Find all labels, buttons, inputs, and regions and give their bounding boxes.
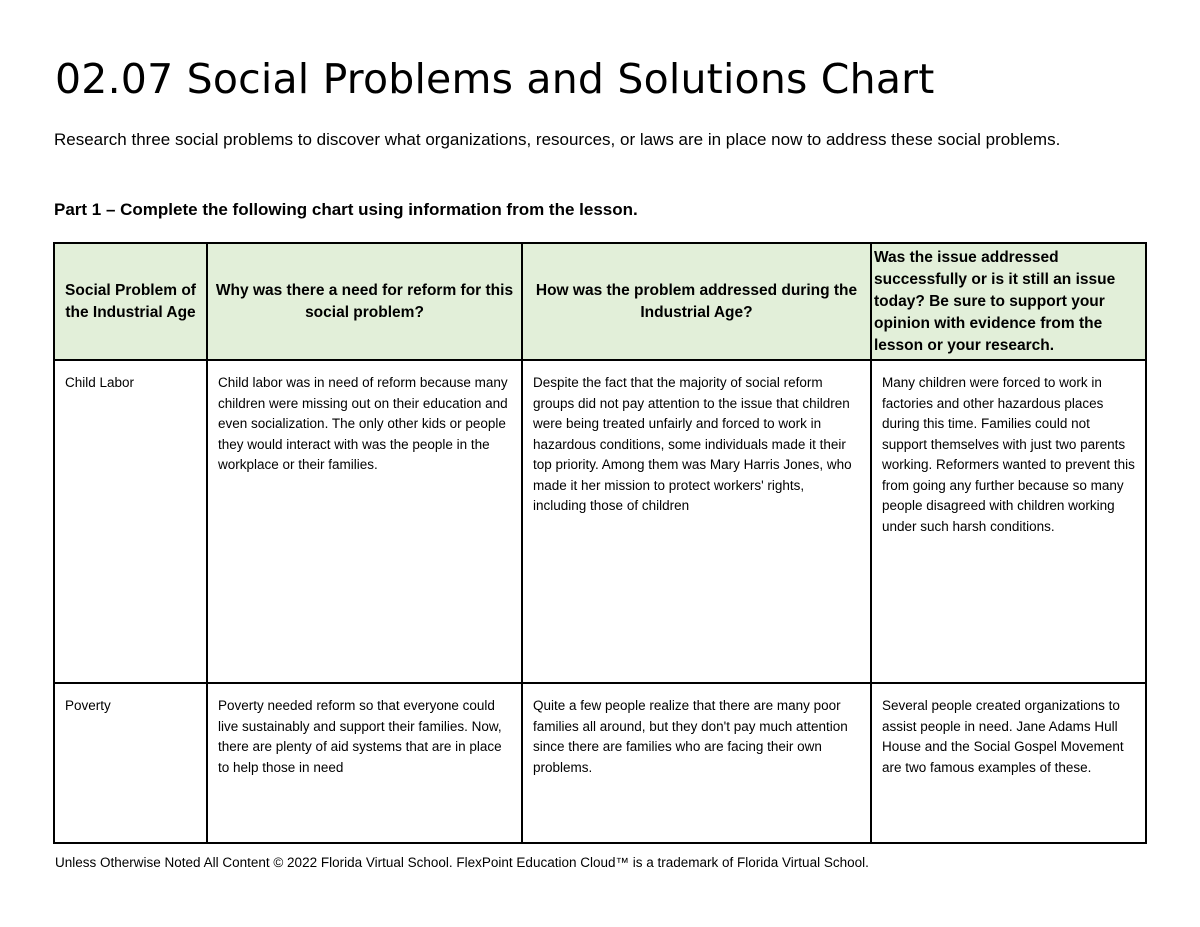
table-row — [54, 683, 1146, 843]
header-need-for-reform: Why was there a need for reform for this social problem? — [207, 243, 522, 360]
table-header-row — [54, 243, 1146, 360]
cell-social-problem: Child Labor — [54, 360, 207, 683]
cell-need-for-reform: Poverty needed reform so that everyone could live sustainably and support their families. Now, there are plenty of aid systems that are in place to help those in need — [207, 683, 522, 843]
header-addressed-successfully: Was the issue addressed successfully or is it still an issue today? Be sure to support your opinion with evidence from the lesson or your research. — [871, 243, 1146, 360]
cell-how-addressed: Despite the fact that the majority of social reform groups did not pay attention to the issue that children were being treated unfairly and forced to work in hazardous conditions, some individuals made it their top priority. Among them was Mary Harris Jones, who made it her mission to protect workers' rights, including those of children — [522, 360, 871, 683]
problems-solutions-table — [53, 242, 1147, 844]
cell-addressed-successfully: Several people created organizations to assist people in need. Jane Adams Hull House and the Social Gospel Movement are two famous examples of these. — [871, 683, 1146, 843]
table-row — [54, 360, 1146, 683]
part-heading: Part 1 – Complete the following chart using information from the lesson. — [54, 200, 638, 219]
header-social-problem: Social Problem of the Industrial Age — [54, 243, 207, 360]
cell-need-for-reform: Child labor was in need of reform because many children were missing out on their education and even socialization. The only other kids or people they would interact with was the people in the workplace or their families. — [207, 360, 522, 683]
cell-how-addressed: Quite a few people realize that there are many poor families all around, but they don't pay much attention since there are families who are facing their own problems. — [522, 683, 871, 843]
header-how-addressed: How was the problem addressed during the Industrial Age? — [522, 243, 871, 360]
page-title: 02.07 Social Problems and Solutions Chart — [55, 55, 935, 103]
copyright-footer: Unless Otherwise Noted All Content © 2022 Florida Virtual School. FlexPoint Education Cloud™ is a trademark of Florida Virtual School. — [55, 855, 869, 870]
cell-social-problem: Poverty — [54, 683, 207, 843]
cell-addressed-successfully: Many children were forced to work in factories and other hazardous places during this time. Families could not support themselves with just two parents working. Reformers wanted to prevent this from going any further because so many people disagreed with children working under such harsh conditions. — [871, 360, 1146, 683]
intro-paragraph: Research three social problems to discover what organizations, resources, or laws are in place now to address these social problems. — [54, 130, 1061, 149]
